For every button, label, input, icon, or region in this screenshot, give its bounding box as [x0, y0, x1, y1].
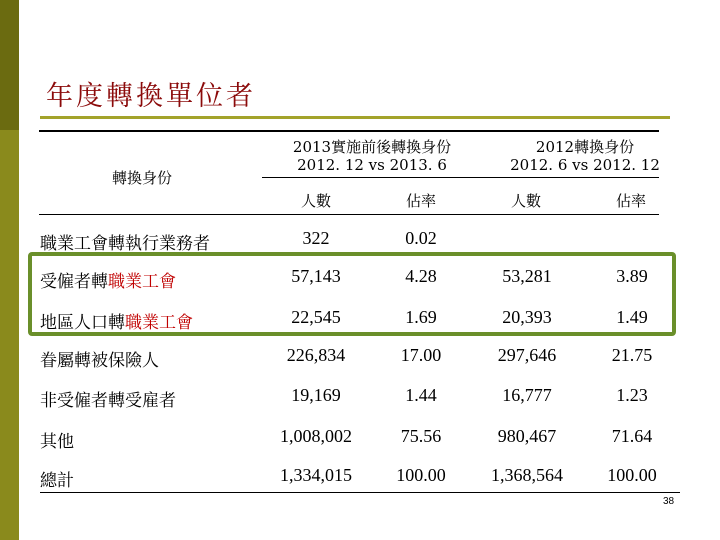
row-label: 眷屬轉被保險人 — [40, 351, 159, 371]
table-cell-c3: 1,368,564 — [491, 465, 563, 485]
row-label: 職業工會轉執行業務者 — [40, 234, 210, 254]
header-count-1: 人數 — [300, 192, 331, 210]
table-cell-c4: 3.89 — [616, 266, 648, 286]
table-cell-c1: 322 — [302, 228, 330, 248]
table-cell-c3: 980,467 — [497, 426, 557, 446]
row-label-emphasis: 職業工會 — [108, 272, 176, 292]
row-label-emphasis: 職業工會 — [125, 313, 193, 333]
page-bottom-rule — [40, 492, 680, 493]
table-cell-c4: 1.49 — [616, 307, 648, 327]
table-cell-c3: 53,281 — [502, 266, 552, 286]
header-group1-line2: 2012. 12 vs 2013. 6 — [297, 156, 447, 174]
row-label — [40, 267, 176, 292]
table-cell-c1: 1,334,015 — [280, 465, 352, 485]
table-cell-c2: 4.28 — [405, 266, 437, 286]
table-cell-c3: 16,777 — [502, 385, 552, 405]
table-cell-c3: 20,393 — [502, 307, 552, 327]
row-label-prefix: 地區人口轉 — [40, 313, 125, 333]
table-cell-c4: 100.00 — [607, 465, 657, 485]
table-cell-c1: 19,169 — [291, 385, 341, 405]
table-group-rule — [262, 177, 659, 178]
table-cell-c4: 1.23 — [616, 385, 648, 405]
row-label-prefix: 受僱者轉 — [40, 272, 108, 292]
table-cell-c3: 297,646 — [497, 345, 557, 365]
table-cell-c1: 57,143 — [291, 266, 341, 286]
header-count-2: 人數 — [510, 192, 541, 210]
table-top-rule — [39, 130, 659, 132]
header-group2-line1: 2012轉換身份 — [535, 138, 635, 156]
header-group1-line1: 2013實施前後轉換身份 — [292, 138, 452, 156]
table-cell-c4: 71.64 — [611, 426, 653, 446]
page-number: 38 — [663, 496, 675, 507]
row-label: 其他 — [40, 432, 74, 452]
row-label: 總計 — [40, 471, 74, 491]
header-share-2: 佔率 — [615, 192, 646, 210]
header-share-1: 佔率 — [405, 192, 436, 210]
table-cell-c2: 17.00 — [400, 345, 442, 365]
title-underline — [40, 116, 670, 119]
table-cell-c2: 75.56 — [400, 426, 442, 446]
table-header-rule — [39, 214, 659, 215]
header-identity: 轉換身份 — [112, 169, 173, 187]
table-cell-c1: 1,008,002 — [280, 426, 352, 446]
left-accent-bar-top — [0, 0, 19, 130]
table-cell-c2: 1.44 — [405, 385, 437, 405]
header-group2-line2: 2012. 6 vs 2012. 12 — [510, 156, 660, 174]
table-cell-c1: 22,545 — [291, 307, 341, 327]
row-label — [40, 308, 193, 333]
table-cell-c2: 0.02 — [405, 228, 437, 248]
table-cell-c2: 1.69 — [405, 307, 437, 327]
page-title: 年度轉換單位者 — [46, 81, 256, 112]
table-cell-c4: 21.75 — [611, 345, 653, 365]
table-cell-c1: 226,834 — [286, 345, 346, 365]
table-cell-c2: 100.00 — [396, 465, 446, 485]
row-label: 非受僱者轉受雇者 — [40, 391, 176, 411]
